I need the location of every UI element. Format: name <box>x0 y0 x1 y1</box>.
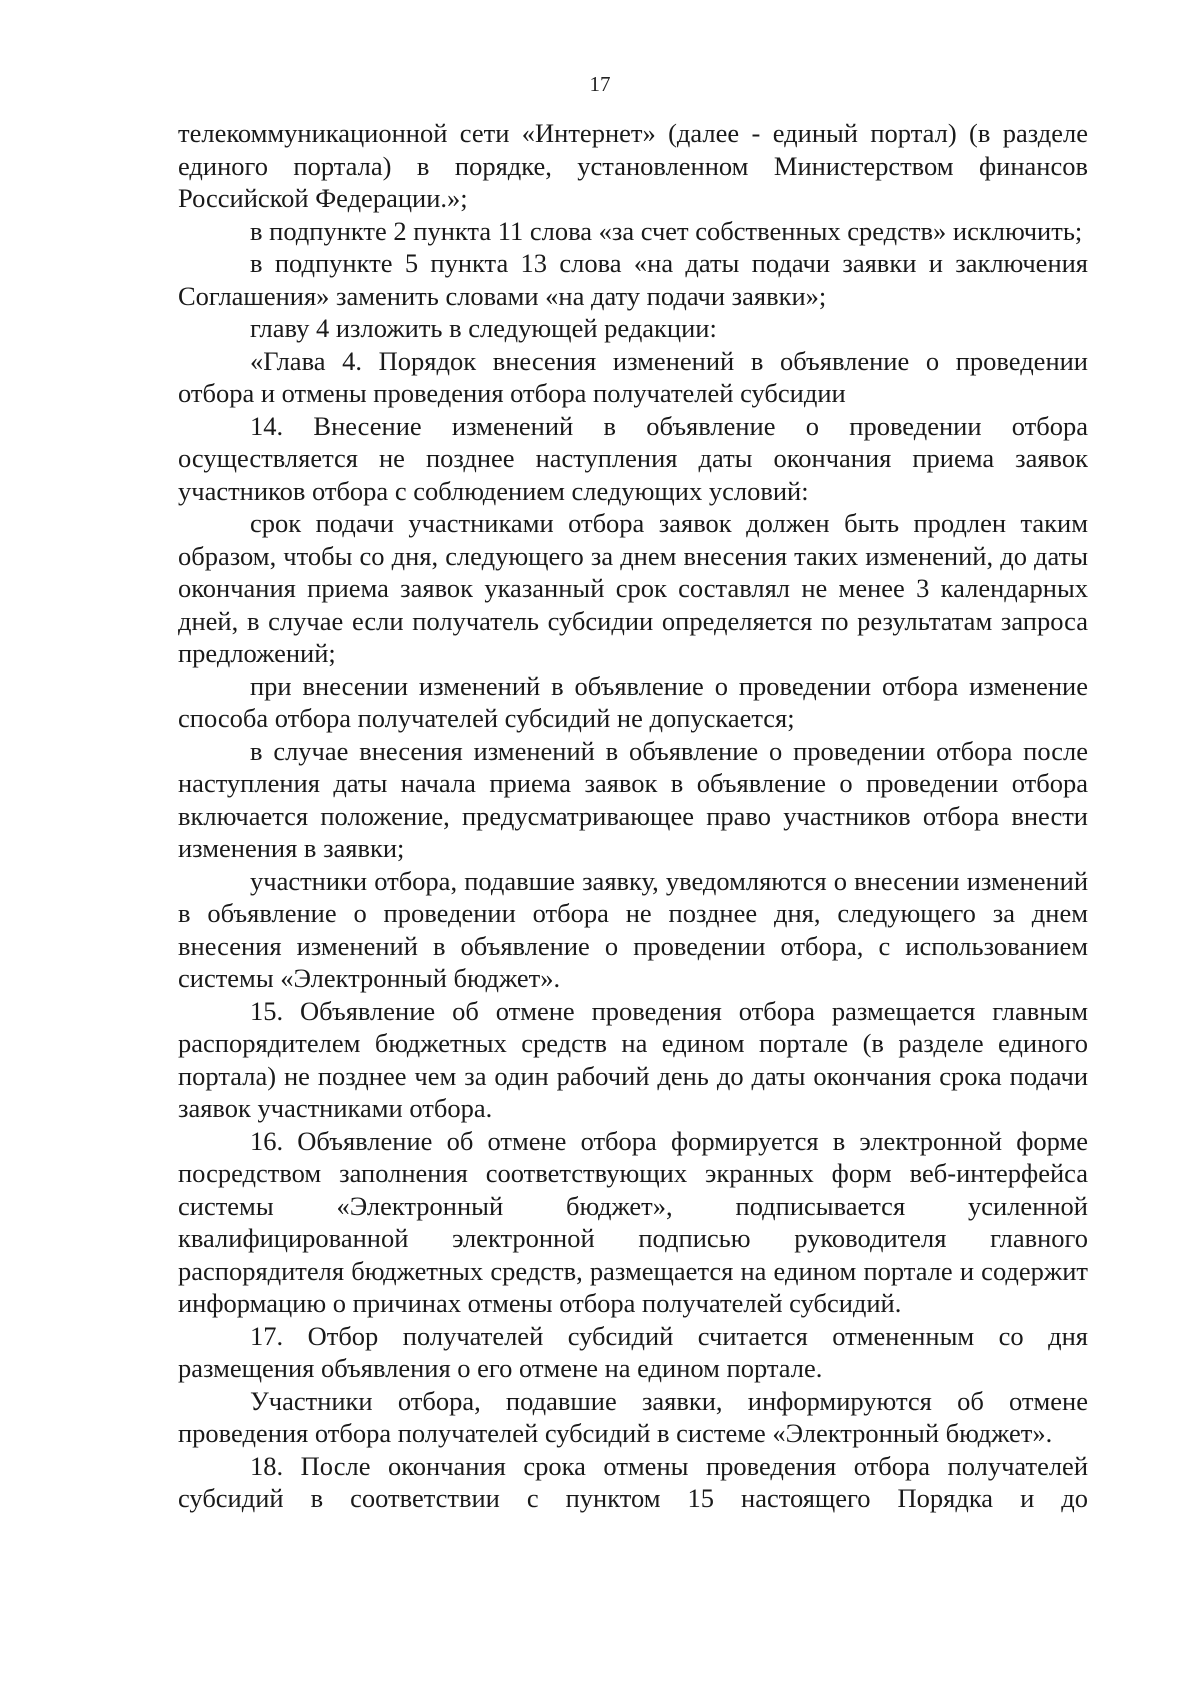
paragraph-participants-informed: Участники отбора, подавшие заявки, информируются об отмене проведения отбора получателей субсидий в системе «Электронный бюджет». <box>178 1385 1088 1448</box>
paragraph-item-15: 15. Объявление об отмене проведения отбора размещается главным распорядителем бюджетных средств на едином портале (в разделе единого портала) не позднее чем за один рабочий день до даты окончания срока подачи заявок участниками отбора. <box>178 995 1088 1123</box>
paragraph-condition-deadline: срок подачи участниками отбора заявок должен быть продлен таким образом, чтобы со дня, следующего за днем внесения таких изменений, до даты окончания приема заявок указанный срок составлял не менее 3 календарных дней, в случае если получатель субсидии определяется по результатам запроса предложений; <box>178 508 1088 668</box>
paragraph-item-18: 18. После окончания срока отмены проведения отбора получателей субсидий в соответствии с пунктом 15 настоящего Порядка и до <box>178 1450 1088 1513</box>
page-number: 17 <box>589 72 611 96</box>
paragraph-condition-method: при внесении изменений в объявление о проведении отбора изменение способа отбора получателей субсидий не допускается; <box>178 670 1088 733</box>
paragraph-item-17: 17. Отбор получателей субсидий считается отмененным со дня размещения объявления о его отмене на едином портале. <box>178 1320 1088 1383</box>
paragraph-item-14: 14. Внесение изменений в объявление о проведении отбора осуществляется не позднее наступления даты окончания приема заявок участников отбора с соблюдением следующих условий: <box>178 410 1088 506</box>
paragraph-amendment-item-11: в подпункте 2 пункта 11 слова «за счет собственных средств» исключить; <box>250 215 1083 246</box>
paragraph-item-16: 16. Объявление об отмене отбора формируется в электронной форме посредством заполнения соответствующих экранных форм веб-интерфейса системы «Электронный бюджет», подписывается усиленной квалифицированной электронной подписью руководителя главного распорядителя бюджетных средств, размещается на едином портале и содержит информацию о причинах отмены отбора получателей субсидий. <box>178 1125 1088 1318</box>
paragraph-amendment-item-13: в подпункте 5 пункта 13 слова «на даты подачи заявки и заключения Соглашения» заменить словами «на дату подачи заявки»; <box>178 248 1088 311</box>
chapter-4-heading: «Глава 4. Порядок внесения изменений в объявление о проведении отбора и отмены проведения отбора получателей субсидии <box>178 345 1088 408</box>
paragraph-condition-changes: в случае внесения изменений в объявление о проведении отбора после наступления даты начала приема заявок в объявление о проведении отбора включается положение, предусматривающее право участников отбора внести изменения в заявки; <box>178 735 1088 863</box>
paragraph-chapter-4-intro: главу 4 изложить в следующей редакции: <box>250 313 717 343</box>
paragraph-continuation: телекоммуникационной сети «Интернет» (далее - единый портал) (в разделе единого портала) в порядке, установленном Министерством финансов Российской Федерации.»; <box>178 118 1088 213</box>
document-body <box>178 117 1088 1515</box>
paragraph-condition-notification: участники отбора, подавшие заявку, уведомляются о внесении изменений в объявление о проведении отбора не позднее дня, следующего за днем внесения изменений в объявление о проведении отбора, с использованием системы «Электронный бюджет». <box>178 865 1088 993</box>
